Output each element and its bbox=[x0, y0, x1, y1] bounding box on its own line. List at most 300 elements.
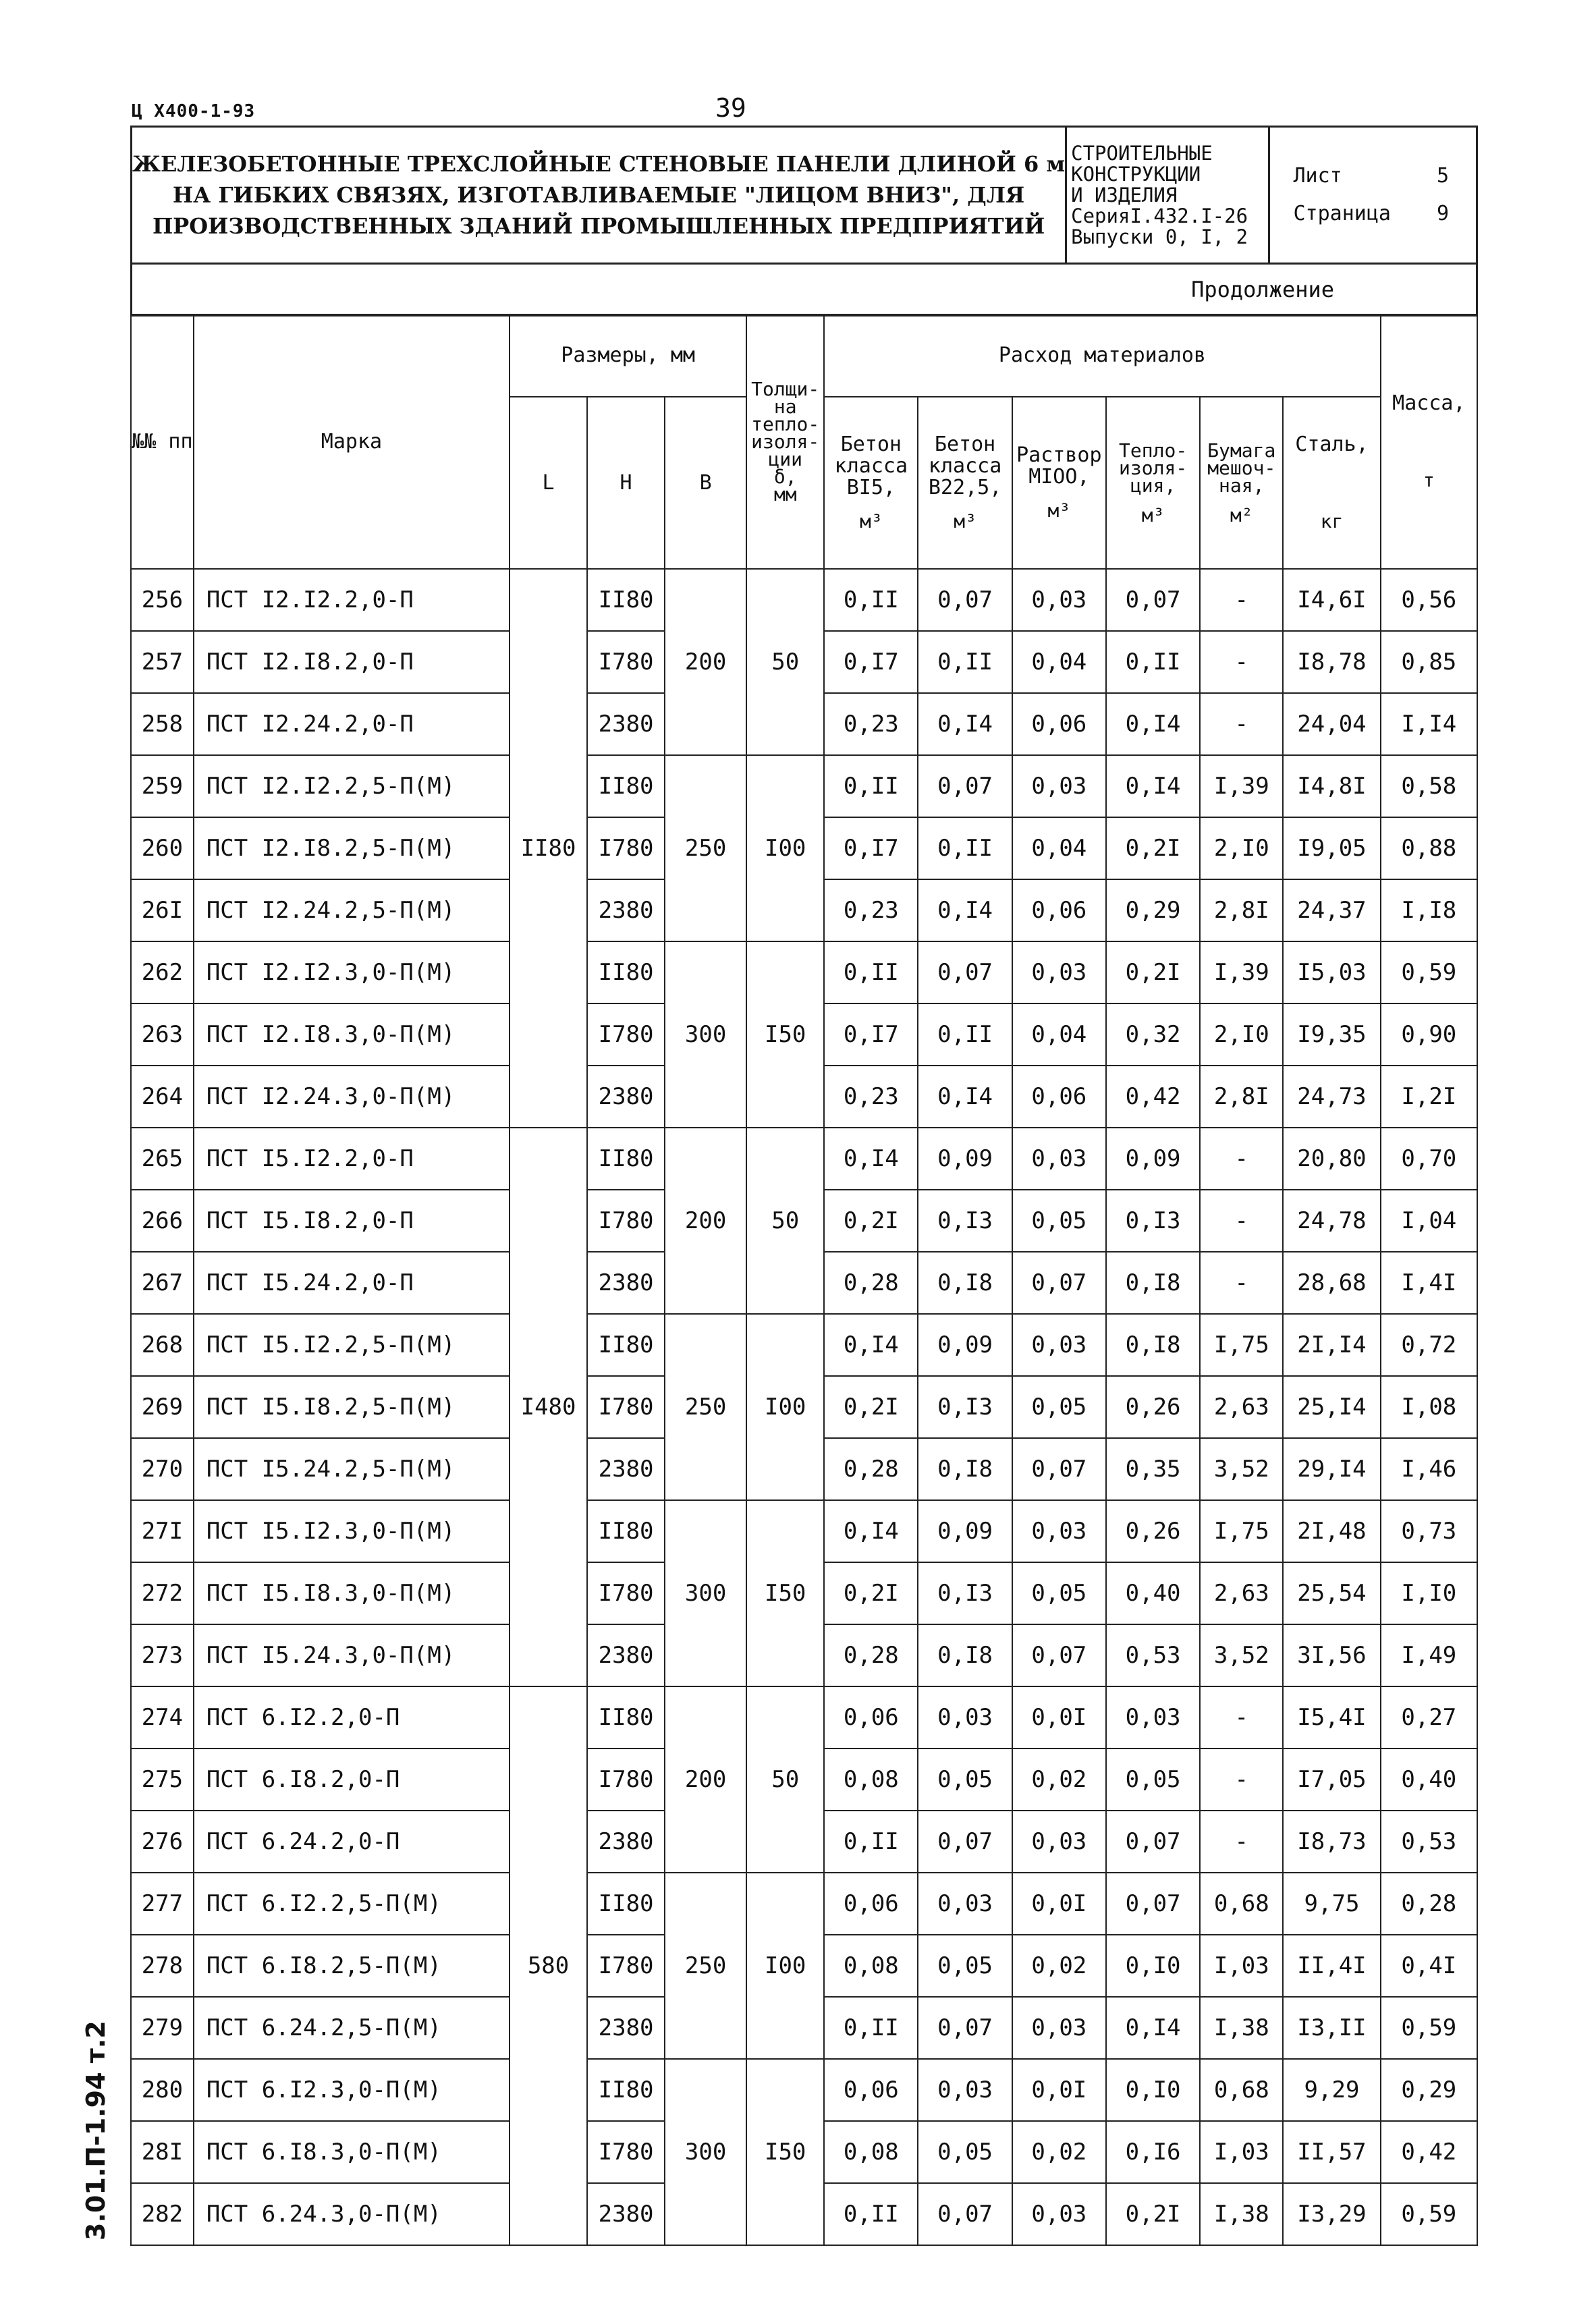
cell-m100: 0,02 bbox=[1012, 1749, 1106, 1811]
cell-H: I780 bbox=[587, 817, 665, 879]
cell-num: 274 bbox=[131, 1686, 194, 1749]
cell-mass: 0,40 bbox=[1381, 1749, 1477, 1811]
cell-H: II80 bbox=[587, 1314, 665, 1376]
cell-b225: 0,03 bbox=[918, 1873, 1012, 1935]
steel-unit: кг bbox=[1320, 510, 1344, 532]
cell-b15: 0,I4 bbox=[824, 1500, 918, 1562]
cell-mass: I,I4 bbox=[1381, 693, 1477, 755]
cell-b15: 0,II bbox=[824, 755, 918, 817]
series-line: СТРОИТЕЛЬНЫЕ bbox=[1071, 141, 1213, 165]
cell-num: 27I bbox=[131, 1500, 194, 1562]
cell-num: 280 bbox=[131, 2059, 194, 2121]
cell-b15: 0,2I bbox=[824, 1562, 918, 1624]
cell-mass: 0,70 bbox=[1381, 1128, 1477, 1190]
m100-unit: м³ bbox=[1047, 499, 1071, 522]
cell-insul: 0,II bbox=[1106, 631, 1200, 693]
cell-m100: 0,0I bbox=[1012, 2059, 1106, 2121]
cell-b225: 0,05 bbox=[918, 1749, 1012, 1811]
materials-table bbox=[130, 314, 1478, 2246]
cell-paper: - bbox=[1200, 1252, 1283, 1314]
cell-mark: ПСТ I5.24.2,0-П bbox=[194, 1252, 510, 1314]
cell-thickness: I50 bbox=[746, 1500, 824, 1686]
cell-mark: ПСТ I2.I8.2,5-П(М) bbox=[194, 817, 510, 879]
cell-b225: 0,03 bbox=[918, 2059, 1012, 2121]
cell-mass: I,46 bbox=[1381, 1438, 1477, 1500]
cell-num: 272 bbox=[131, 1562, 194, 1624]
cell-L: I480 bbox=[510, 1128, 587, 1686]
sheet-label: Лист bbox=[1293, 164, 1342, 188]
cell-insul: 0,I3 bbox=[1106, 1190, 1200, 1252]
cell-H: I780 bbox=[587, 1562, 665, 1624]
cell-paper: - bbox=[1200, 1128, 1283, 1190]
cell-mark: ПСТ I5.I2.2,5-П(М) bbox=[194, 1314, 510, 1376]
cell-steel: I4,8I bbox=[1283, 755, 1380, 817]
cell-steel: 3I,56 bbox=[1283, 1624, 1380, 1686]
cell-b225: 0,I8 bbox=[918, 1252, 1012, 1314]
cell-H: 2380 bbox=[587, 693, 665, 755]
cell-insul: 0,05 bbox=[1106, 1749, 1200, 1811]
cell-H: 2380 bbox=[587, 1252, 665, 1314]
cell-m100: 0,03 bbox=[1012, 1811, 1106, 1873]
col-paper-header bbox=[1200, 397, 1283, 569]
cell-mass: 0,56 bbox=[1381, 569, 1477, 631]
series-line: КОНСТРУКЦИИ bbox=[1071, 162, 1201, 186]
b15-label: Бетон класса BI5, bbox=[834, 432, 908, 499]
cell-m100: 0,06 bbox=[1012, 693, 1106, 755]
cell-num: 278 bbox=[131, 1935, 194, 1997]
cell-b15: 0,II bbox=[824, 1811, 918, 1873]
cell-b15: 0,23 bbox=[824, 1066, 918, 1128]
col-steel-header bbox=[1283, 397, 1380, 569]
cell-mark: ПСТ 6.I8.2,5-П(М) bbox=[194, 1935, 510, 1997]
cell-mark: ПСТ I5.I2.2,0-П bbox=[194, 1128, 510, 1190]
cell-B: 250 bbox=[665, 1873, 746, 2059]
b15-unit: м³ bbox=[859, 510, 883, 532]
cell-b15: 0,08 bbox=[824, 1749, 918, 1811]
cell-b15: 0,2I bbox=[824, 1190, 918, 1252]
cell-mark: ПСТ I2.24.2,0-П bbox=[194, 693, 510, 755]
cell-mark: ПСТ I5.I8.2,0-П bbox=[194, 1190, 510, 1252]
cell-mass: I,4I bbox=[1381, 1252, 1477, 1314]
cell-num: 282 bbox=[131, 2183, 194, 2245]
page-value: 9 bbox=[1436, 202, 1449, 225]
cell-paper: I,38 bbox=[1200, 2183, 1283, 2245]
cell-H: 2380 bbox=[587, 1066, 665, 1128]
cell-b15: 0,23 bbox=[824, 879, 918, 941]
cell-paper: 0,68 bbox=[1200, 1873, 1283, 1935]
cell-m100: 0,05 bbox=[1012, 1562, 1106, 1624]
cell-mark: ПСТ I2.24.2,5-П(М) bbox=[194, 879, 510, 941]
cell-paper: 2,8I bbox=[1200, 879, 1283, 941]
cell-m100: 0,04 bbox=[1012, 631, 1106, 693]
cell-b225: 0,05 bbox=[918, 2121, 1012, 2183]
cell-num: 266 bbox=[131, 1190, 194, 1252]
cell-num: 26I bbox=[131, 879, 194, 941]
cell-steel: 2I,48 bbox=[1283, 1500, 1380, 1562]
cell-mark: ПСТ I2.24.3,0-П(М) bbox=[194, 1066, 510, 1128]
cell-num: 263 bbox=[131, 1003, 194, 1066]
cell-B: 300 bbox=[665, 1500, 746, 1686]
cell-mass: 0,4I bbox=[1381, 1935, 1477, 1997]
cell-b15: 0,06 bbox=[824, 1873, 918, 1935]
cell-mass: 0,29 bbox=[1381, 2059, 1477, 2121]
cell-b225: 0,II bbox=[918, 631, 1012, 693]
cell-m100: 0,07 bbox=[1012, 1624, 1106, 1686]
page-label: Страница bbox=[1293, 202, 1391, 225]
cell-H: II80 bbox=[587, 2059, 665, 2121]
cell-H: I780 bbox=[587, 1749, 665, 1811]
cell-steel: 25,I4 bbox=[1283, 1376, 1380, 1438]
cell-b225: 0,I4 bbox=[918, 879, 1012, 941]
cell-steel: 29,I4 bbox=[1283, 1438, 1380, 1500]
cell-mark: ПСТ 6.I2.3,0-П(М) bbox=[194, 2059, 510, 2121]
cell-mark: ПСТ 6.24.2,5-П(М) bbox=[194, 1997, 510, 2059]
cell-H: 2380 bbox=[587, 2183, 665, 2245]
table-row bbox=[131, 1873, 1477, 1935]
cell-m100: 0,06 bbox=[1012, 1066, 1106, 1128]
page-number: 39 bbox=[715, 93, 746, 123]
cell-mark: ПСТ I5.24.3,0-П(М) bbox=[194, 1624, 510, 1686]
col-sizes-header: Размеры, мм bbox=[510, 314, 746, 397]
col-H-header: H bbox=[587, 397, 665, 569]
cell-steel: I7,05 bbox=[1283, 1749, 1380, 1811]
table-row bbox=[131, 1314, 1477, 1376]
cell-mark: ПСТ 6.I8.3,0-П(М) bbox=[194, 2121, 510, 2183]
cell-mark: ПСТ I5.I8.2,5-П(М) bbox=[194, 1376, 510, 1438]
cell-m100: 0,03 bbox=[1012, 1997, 1106, 2059]
col-b15-header bbox=[824, 397, 918, 569]
cell-mark: ПСТ 6.24.2,0-П bbox=[194, 1811, 510, 1873]
cell-b225: 0,II bbox=[918, 1003, 1012, 1066]
cell-m100: 0,04 bbox=[1012, 817, 1106, 879]
cell-mass: 0,59 bbox=[1381, 1997, 1477, 2059]
title-block bbox=[130, 126, 1478, 316]
title-line: ЖЕЛЕЗОБЕТОННЫЕ ТРЕХСЛОЙНЫЕ СТЕНОВЫЕ ПАНЕЛИ ДЛИНОЙ 6 м bbox=[132, 151, 1066, 177]
side-code: 3.01.П-1.94 т.2 bbox=[81, 2020, 111, 2240]
cell-insul: 0,26 bbox=[1106, 1376, 1200, 1438]
title-line: НА ГИБКИХ СВЯЗЯХ, ИЗГОТАВЛИВАЕМЫЕ "ЛИЦОМ ВНИЗ", ДЛЯ bbox=[172, 182, 1025, 208]
cell-H: II80 bbox=[587, 755, 665, 817]
cell-paper: I,03 bbox=[1200, 1935, 1283, 1997]
cell-m100: 0,03 bbox=[1012, 569, 1106, 631]
cell-mark: ПСТ 6.24.3,0-П(М) bbox=[194, 2183, 510, 2245]
cell-thickness: 50 bbox=[746, 1686, 824, 1873]
cell-insul: 0,29 bbox=[1106, 879, 1200, 941]
cell-H: 2380 bbox=[587, 1624, 665, 1686]
cell-b15: 0,II bbox=[824, 569, 918, 631]
col-mass-header bbox=[1381, 314, 1477, 569]
cell-B: 300 bbox=[665, 941, 746, 1128]
continuation-label: Продолжение bbox=[132, 264, 1477, 316]
cell-b225: 0,07 bbox=[918, 755, 1012, 817]
cell-B: 200 bbox=[665, 1128, 746, 1314]
cell-insul: 0,I8 bbox=[1106, 1314, 1200, 1376]
col-b225-header bbox=[918, 397, 1012, 569]
cell-H: II80 bbox=[587, 1686, 665, 1749]
series-line: Выпуски 0, I, 2 bbox=[1071, 225, 1248, 248]
cell-m100: 0,02 bbox=[1012, 1935, 1106, 1997]
cell-paper: - bbox=[1200, 1190, 1283, 1252]
cell-paper: - bbox=[1200, 693, 1283, 755]
cell-steel: 28,68 bbox=[1283, 1252, 1380, 1314]
mass-unit: т bbox=[1423, 468, 1435, 491]
cell-mass: 0,58 bbox=[1381, 755, 1477, 817]
cell-thickness: I50 bbox=[746, 941, 824, 1128]
cell-steel: I5,4I bbox=[1283, 1686, 1380, 1749]
cell-thickness: I00 bbox=[746, 755, 824, 941]
cell-b225: 0,I3 bbox=[918, 1562, 1012, 1624]
cell-b15: 0,28 bbox=[824, 1438, 918, 1500]
cell-m100: 0,02 bbox=[1012, 2121, 1106, 2183]
cell-b225: 0,II bbox=[918, 817, 1012, 879]
cell-b225: 0,I3 bbox=[918, 1376, 1012, 1438]
cell-m100: 0,0I bbox=[1012, 1686, 1106, 1749]
insulation-unit: м³ bbox=[1141, 503, 1165, 526]
cell-b225: 0,07 bbox=[918, 1811, 1012, 1873]
cell-thickness: I00 bbox=[746, 1873, 824, 2059]
cell-insul: 0,07 bbox=[1106, 1811, 1200, 1873]
cell-mass: 0,28 bbox=[1381, 1873, 1477, 1935]
table-row bbox=[131, 1128, 1477, 1190]
mass-label: Масса, bbox=[1392, 391, 1466, 415]
col-materials-header: Расход материалов bbox=[824, 314, 1380, 397]
cell-B: 300 bbox=[665, 2059, 746, 2245]
cell-insul: 0,I0 bbox=[1106, 2059, 1200, 2121]
table-row bbox=[131, 1500, 1477, 1562]
cell-num: 273 bbox=[131, 1624, 194, 1686]
cell-B: 200 bbox=[665, 569, 746, 755]
cell-steel: 2I,I4 bbox=[1283, 1314, 1380, 1376]
b225-label: Бетон класса B22,5, bbox=[928, 432, 1002, 499]
cell-mark: ПСТ I2.I2.2,5-П(М) bbox=[194, 755, 510, 817]
sheet-value: 5 bbox=[1436, 164, 1449, 188]
cell-b225: 0,I8 bbox=[918, 1624, 1012, 1686]
cell-insul: 0,I6 bbox=[1106, 2121, 1200, 2183]
cell-mark: ПСТ I5.I8.3,0-П(М) bbox=[194, 1562, 510, 1624]
cell-steel: I9,05 bbox=[1283, 817, 1380, 879]
col-L-header: L bbox=[510, 397, 587, 569]
cell-steel: 24,73 bbox=[1283, 1066, 1380, 1128]
cell-H: I780 bbox=[587, 631, 665, 693]
table-row bbox=[131, 941, 1477, 1003]
cell-mass: 0,73 bbox=[1381, 1500, 1477, 1562]
cell-num: 269 bbox=[131, 1376, 194, 1438]
b225-unit: м³ bbox=[954, 510, 976, 532]
cell-paper: - bbox=[1200, 569, 1283, 631]
cell-paper: 2,63 bbox=[1200, 1562, 1283, 1624]
cell-L: II80 bbox=[510, 569, 587, 1128]
cell-thickness: 50 bbox=[746, 569, 824, 755]
cell-m100: 0,03 bbox=[1012, 1500, 1106, 1562]
series-line: И ИЗДЕЛИЯ bbox=[1071, 183, 1178, 207]
cell-mass: 0,27 bbox=[1381, 1686, 1477, 1749]
cell-insul: 0,I4 bbox=[1106, 755, 1200, 817]
cell-insul: 0,07 bbox=[1106, 1873, 1200, 1935]
cell-paper: 3,52 bbox=[1200, 1438, 1283, 1500]
cell-num: 262 bbox=[131, 941, 194, 1003]
cell-steel: 20,80 bbox=[1283, 1128, 1380, 1190]
cell-thickness: 50 bbox=[746, 1128, 824, 1314]
cell-mass: 0,88 bbox=[1381, 817, 1477, 879]
cell-H: I780 bbox=[587, 1376, 665, 1438]
cell-mass: 0,85 bbox=[1381, 631, 1477, 693]
cell-paper: - bbox=[1200, 631, 1283, 693]
cell-insul: 0,I4 bbox=[1106, 693, 1200, 755]
cell-b225: 0,03 bbox=[918, 1686, 1012, 1749]
cell-b225: 0,07 bbox=[918, 2183, 1012, 2245]
cell-b225: 0,07 bbox=[918, 1997, 1012, 2059]
cell-num: 264 bbox=[131, 1066, 194, 1128]
cell-B: 250 bbox=[665, 755, 746, 941]
cell-steel: 24,37 bbox=[1283, 879, 1380, 941]
cell-steel: I3,II bbox=[1283, 1997, 1380, 2059]
cell-paper: I,38 bbox=[1200, 1997, 1283, 2059]
cell-mass: I,2I bbox=[1381, 1066, 1477, 1128]
col-thickness-header bbox=[746, 314, 824, 569]
cell-num: 270 bbox=[131, 1438, 194, 1500]
cell-b225: 0,I8 bbox=[918, 1438, 1012, 1500]
cell-b225: 0,I4 bbox=[918, 1066, 1012, 1128]
cell-insul: 0,2I bbox=[1106, 817, 1200, 879]
cell-mass: I,49 bbox=[1381, 1624, 1477, 1686]
cell-steel: II,57 bbox=[1283, 2121, 1380, 2183]
cell-b225: 0,05 bbox=[918, 1935, 1012, 1997]
cell-steel: I8,73 bbox=[1283, 1811, 1380, 1873]
cell-insul: 0,26 bbox=[1106, 1500, 1200, 1562]
cell-m100: 0,04 bbox=[1012, 1003, 1106, 1066]
cell-H: 2380 bbox=[587, 1811, 665, 1873]
cell-m100: 0,03 bbox=[1012, 941, 1106, 1003]
cell-num: 268 bbox=[131, 1314, 194, 1376]
cell-H: 2380 bbox=[587, 1438, 665, 1500]
document-code: Ц Х400-1-93 bbox=[132, 101, 256, 121]
cell-thickness: I50 bbox=[746, 2059, 824, 2245]
cell-num: 258 bbox=[131, 693, 194, 755]
cell-paper: 3,52 bbox=[1200, 1624, 1283, 1686]
cell-paper: 0,68 bbox=[1200, 2059, 1283, 2121]
cell-H: I780 bbox=[587, 1190, 665, 1252]
cell-steel: 9,75 bbox=[1283, 1873, 1380, 1935]
cell-paper: I,39 bbox=[1200, 755, 1283, 817]
cell-H: I780 bbox=[587, 1935, 665, 1997]
cell-num: 276 bbox=[131, 1811, 194, 1873]
cell-paper: 2,63 bbox=[1200, 1376, 1283, 1438]
cell-b15: 0,08 bbox=[824, 2121, 918, 2183]
cell-steel: 24,78 bbox=[1283, 1190, 1380, 1252]
cell-mass: I,I8 bbox=[1381, 879, 1477, 941]
cell-b225: 0,07 bbox=[918, 941, 1012, 1003]
cell-L: 580 bbox=[510, 1686, 587, 2245]
cell-paper: - bbox=[1200, 1811, 1283, 1873]
cell-b15: 0,08 bbox=[824, 1935, 918, 1997]
col-insulation-header bbox=[1106, 397, 1200, 569]
cell-paper: - bbox=[1200, 1686, 1283, 1749]
cell-b15: 0,23 bbox=[824, 693, 918, 755]
cell-b15: 0,06 bbox=[824, 2059, 918, 2121]
cell-H: I780 bbox=[587, 1003, 665, 1066]
cell-paper: I,03 bbox=[1200, 2121, 1283, 2183]
m100-label: Раствор MIOO, bbox=[1016, 443, 1102, 489]
cell-num: 259 bbox=[131, 755, 194, 817]
cell-mark: ПСТ I2.I8.2,0-П bbox=[194, 631, 510, 693]
cell-H: II80 bbox=[587, 941, 665, 1003]
cell-thickness: I00 bbox=[746, 1314, 824, 1500]
cell-mark: ПСТ I2.I2.2,0-П bbox=[194, 569, 510, 631]
col-mark-header: Марка bbox=[194, 314, 510, 569]
thickness-label: Толщина теплоизоляции bbox=[751, 377, 820, 470]
cell-b15: 0,I7 bbox=[824, 817, 918, 879]
cell-b225: 0,09 bbox=[918, 1128, 1012, 1190]
cell-steel: I9,35 bbox=[1283, 1003, 1380, 1066]
cell-H: II80 bbox=[587, 1873, 665, 1935]
cell-m100: 0,06 bbox=[1012, 879, 1106, 941]
cell-mass: 0,59 bbox=[1381, 2183, 1477, 2245]
cell-num: 277 bbox=[131, 1873, 194, 1935]
cell-mark: ПСТ 6.I8.2,0-П bbox=[194, 1749, 510, 1811]
paper-label: Бумага мешочная, bbox=[1207, 439, 1276, 497]
cell-insul: 0,2I bbox=[1106, 2183, 1200, 2245]
paper-unit: м² bbox=[1230, 503, 1253, 526]
table-row bbox=[131, 2059, 1477, 2121]
cell-steel: I8,78 bbox=[1283, 631, 1380, 693]
cell-mass: 0,42 bbox=[1381, 2121, 1477, 2183]
cell-insul: 0,42 bbox=[1106, 1066, 1200, 1128]
cell-m100: 0,0I bbox=[1012, 1873, 1106, 1935]
cell-b225: 0,09 bbox=[918, 1500, 1012, 1562]
cell-mass: 0,53 bbox=[1381, 1811, 1477, 1873]
cell-mass: I,04 bbox=[1381, 1190, 1477, 1252]
cell-steel: 24,04 bbox=[1283, 693, 1380, 755]
cell-b15: 0,II bbox=[824, 941, 918, 1003]
cell-b15: 0,II bbox=[824, 1997, 918, 2059]
cell-paper: I,75 bbox=[1200, 1314, 1283, 1376]
cell-mass: I,I0 bbox=[1381, 1562, 1477, 1624]
cell-steel: II,4I bbox=[1283, 1935, 1380, 1997]
cell-H: 2380 bbox=[587, 879, 665, 941]
cell-m100: 0,03 bbox=[1012, 755, 1106, 817]
col-num-header: №№ пп bbox=[131, 314, 194, 569]
cell-insul: 0,I8 bbox=[1106, 1252, 1200, 1314]
cell-insul: 0,40 bbox=[1106, 1562, 1200, 1624]
insulation-label: Теплоизоляция, bbox=[1119, 439, 1188, 497]
cell-m100: 0,07 bbox=[1012, 1252, 1106, 1314]
cell-b225: 0,09 bbox=[918, 1314, 1012, 1376]
cell-b15: 0,28 bbox=[824, 1252, 918, 1314]
cell-b15: 0,II bbox=[824, 2183, 918, 2245]
cell-steel: I3,29 bbox=[1283, 2183, 1380, 2245]
cell-num: 267 bbox=[131, 1252, 194, 1314]
title-line: ПРОИЗВОДСТВЕННЫХ ЗДАНИЙ ПРОМЫШЛЕННЫХ ПРЕДПРИЯТИЙ bbox=[152, 213, 1045, 239]
thickness-symbol: δ, bbox=[773, 465, 797, 488]
cell-mark: ПСТ I5.24.2,5-П(М) bbox=[194, 1438, 510, 1500]
cell-b225: 0,I3 bbox=[918, 1190, 1012, 1252]
cell-insul: 0,03 bbox=[1106, 1686, 1200, 1749]
cell-mark: ПСТ 6.I2.2,0-П bbox=[194, 1686, 510, 1749]
table-row bbox=[131, 1686, 1477, 1749]
cell-b225: 0,I4 bbox=[918, 693, 1012, 755]
col-m100-header bbox=[1012, 397, 1106, 569]
col-B-header: B bbox=[665, 397, 746, 569]
cell-num: 279 bbox=[131, 1997, 194, 2059]
cell-mark: ПСТ I2.I8.3,0-П(М) bbox=[194, 1003, 510, 1066]
cell-paper: I,75 bbox=[1200, 1500, 1283, 1562]
cell-b15: 0,I7 bbox=[824, 631, 918, 693]
cell-num: 28I bbox=[131, 2121, 194, 2183]
cell-insul: 0,2I bbox=[1106, 941, 1200, 1003]
cell-H: II80 bbox=[587, 1500, 665, 1562]
cell-m100: 0,03 bbox=[1012, 2183, 1106, 2245]
cell-insul: 0,07 bbox=[1106, 569, 1200, 631]
